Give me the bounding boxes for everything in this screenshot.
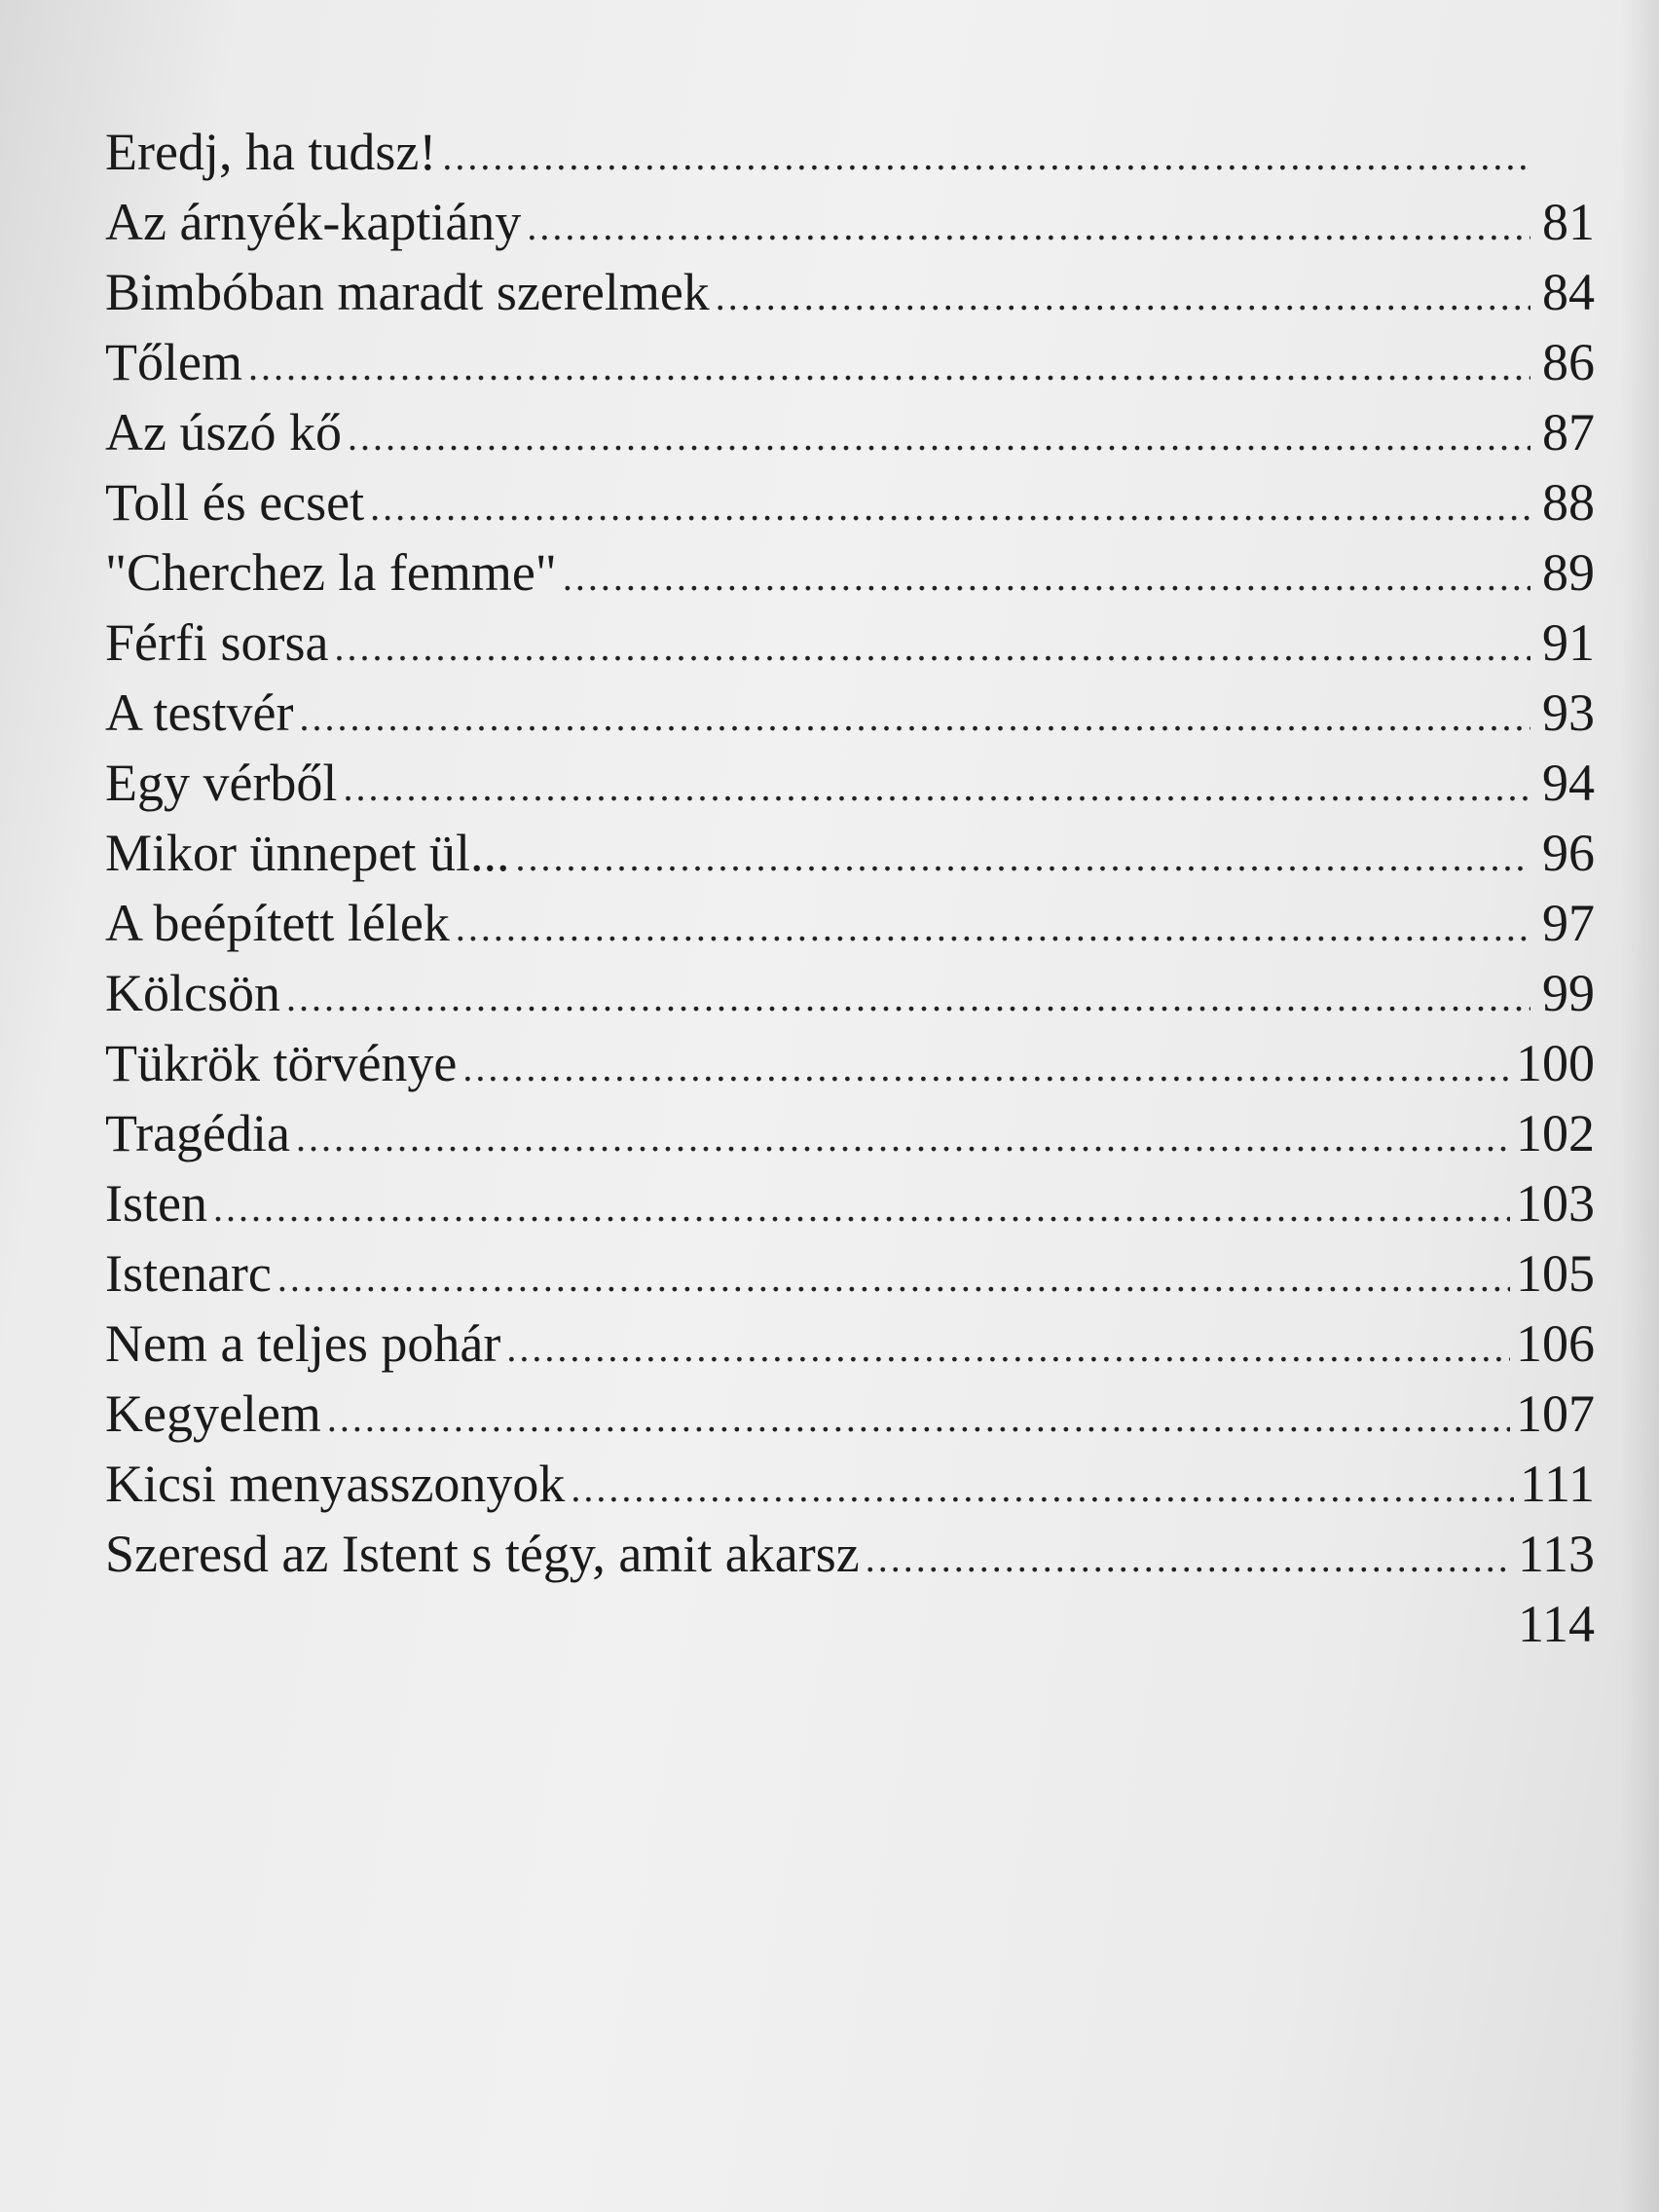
toc-entry xyxy=(105,818,1595,888)
toc-entry-page: 97 xyxy=(1542,894,1595,952)
table-of-contents xyxy=(105,117,1595,1659)
toc-entry-title: Férfi sorsa xyxy=(105,613,329,672)
toc-dot-leader xyxy=(462,1033,1510,1103)
toc-dot-leader xyxy=(716,262,1530,332)
toc-dot-leader xyxy=(327,1383,1510,1454)
toc-entry xyxy=(105,1449,1595,1519)
page-edge-shadow xyxy=(1620,0,1659,2212)
toc-entry xyxy=(105,1519,1595,1589)
toc-entry-title: Toll és ecset xyxy=(105,473,365,532)
toc-entry xyxy=(105,467,1595,537)
toc-entry-title: Tragédia xyxy=(105,1104,290,1162)
toc-entry-title: A beépített lélek xyxy=(105,894,450,952)
toc-entry-page: 106 xyxy=(1516,1314,1595,1373)
toc-entry-title: Az úszó kő xyxy=(105,403,342,461)
toc-entry-title: "Cherchez la femme" xyxy=(105,543,557,602)
toc-entry-title: Az árnyék-kaptiány xyxy=(105,193,522,251)
toc-entry-title: Kicsi menyasszonyok xyxy=(105,1455,566,1513)
toc-dot-leader xyxy=(515,823,1530,893)
toc-dot-leader xyxy=(248,332,1530,402)
toc-entry-page: 103 xyxy=(1516,1174,1595,1233)
toc-entry xyxy=(105,187,1595,257)
toc-entry-page: 89 xyxy=(1542,543,1595,602)
toc-entry-page: 111 xyxy=(1520,1455,1595,1513)
toc-dot-leader xyxy=(296,1103,1510,1173)
toc-entry-page: 102 xyxy=(1516,1104,1595,1162)
toc-dot-leader xyxy=(442,122,1530,192)
toc-dot-leader xyxy=(370,472,1530,542)
toc-entry-page: 94 xyxy=(1542,754,1595,812)
toc-entry-title: Kegyelem xyxy=(105,1384,321,1443)
toc-entry xyxy=(105,257,1595,327)
toc-dot-leader xyxy=(277,1243,1510,1313)
toc-entry-title: Isten xyxy=(105,1174,207,1233)
toc-entry-title: Tőlem xyxy=(105,333,242,391)
toc-entry xyxy=(105,1028,1595,1098)
toc-entry xyxy=(105,1589,1595,1659)
toc-dot-leader xyxy=(527,192,1530,262)
toc-entry-page: 91 xyxy=(1542,613,1595,672)
toc-entry-title: Szeresd az Istent s tégy, amit akarsz xyxy=(105,1525,860,1583)
toc-entry-page: 107 xyxy=(1516,1384,1595,1443)
toc-entry xyxy=(105,888,1595,958)
toc-entry-title: Mikor ünnepet ül... xyxy=(105,824,510,882)
toc-entry-page: 88 xyxy=(1542,473,1595,532)
toc-entry-page: 87 xyxy=(1542,403,1595,461)
toc-entry-page: 114 xyxy=(1518,1595,1595,1653)
toc-dot-leader xyxy=(348,402,1530,472)
toc-entry xyxy=(105,1309,1595,1379)
toc-dot-leader xyxy=(213,1173,1510,1243)
toc-entry xyxy=(105,327,1595,397)
toc-entry-page: 105 xyxy=(1516,1244,1595,1303)
toc-entry xyxy=(105,748,1595,818)
toc-entry-title: Tükrök törvénye xyxy=(105,1034,458,1092)
toc-dot-leader xyxy=(563,542,1530,612)
toc-entry-title: Bimbóban maradt szerelmek xyxy=(105,263,710,321)
toc-entry-page: 96 xyxy=(1542,824,1595,882)
toc-entry xyxy=(105,1168,1595,1238)
toc-dot-leader xyxy=(456,893,1530,963)
toc-entry xyxy=(105,958,1595,1028)
toc-entry xyxy=(105,608,1595,678)
toc-entry-page: 99 xyxy=(1542,964,1595,1022)
toc-entry-page: 93 xyxy=(1542,683,1595,742)
toc-entry-title: Istenarc xyxy=(105,1244,272,1303)
toc-dot-leader xyxy=(334,612,1530,682)
toc-entry-title: A testvér xyxy=(105,683,294,742)
toc-dot-leader xyxy=(299,682,1530,753)
toc-entry xyxy=(105,1098,1595,1168)
toc-entry-page: 100 xyxy=(1516,1034,1595,1092)
toc-entry xyxy=(105,537,1595,608)
toc-entry-title: Kölcsön xyxy=(105,964,280,1022)
toc-entry xyxy=(105,117,1595,187)
toc-entry xyxy=(105,678,1595,748)
toc-entry-page: 113 xyxy=(1518,1525,1595,1583)
toc-dot-leader xyxy=(571,1454,1514,1524)
toc-entry xyxy=(105,397,1595,467)
toc-dot-leader xyxy=(343,753,1530,823)
toc-dot-leader xyxy=(286,963,1530,1033)
toc-entry-title: Nem a teljes pohár xyxy=(105,1314,501,1373)
toc-entry xyxy=(105,1379,1595,1449)
toc-entry-page: 84 xyxy=(1542,263,1595,321)
toc-entry-page: 81 xyxy=(1542,193,1595,251)
toc-entry-title: Egy vérből xyxy=(105,754,338,812)
toc-entry-page: 86 xyxy=(1542,333,1595,391)
toc-dot-leader xyxy=(506,1313,1510,1383)
toc-entry-title: Eredj, ha tudsz! xyxy=(105,123,437,181)
toc-dot-leader xyxy=(866,1524,1512,1594)
toc-entry xyxy=(105,1238,1595,1309)
